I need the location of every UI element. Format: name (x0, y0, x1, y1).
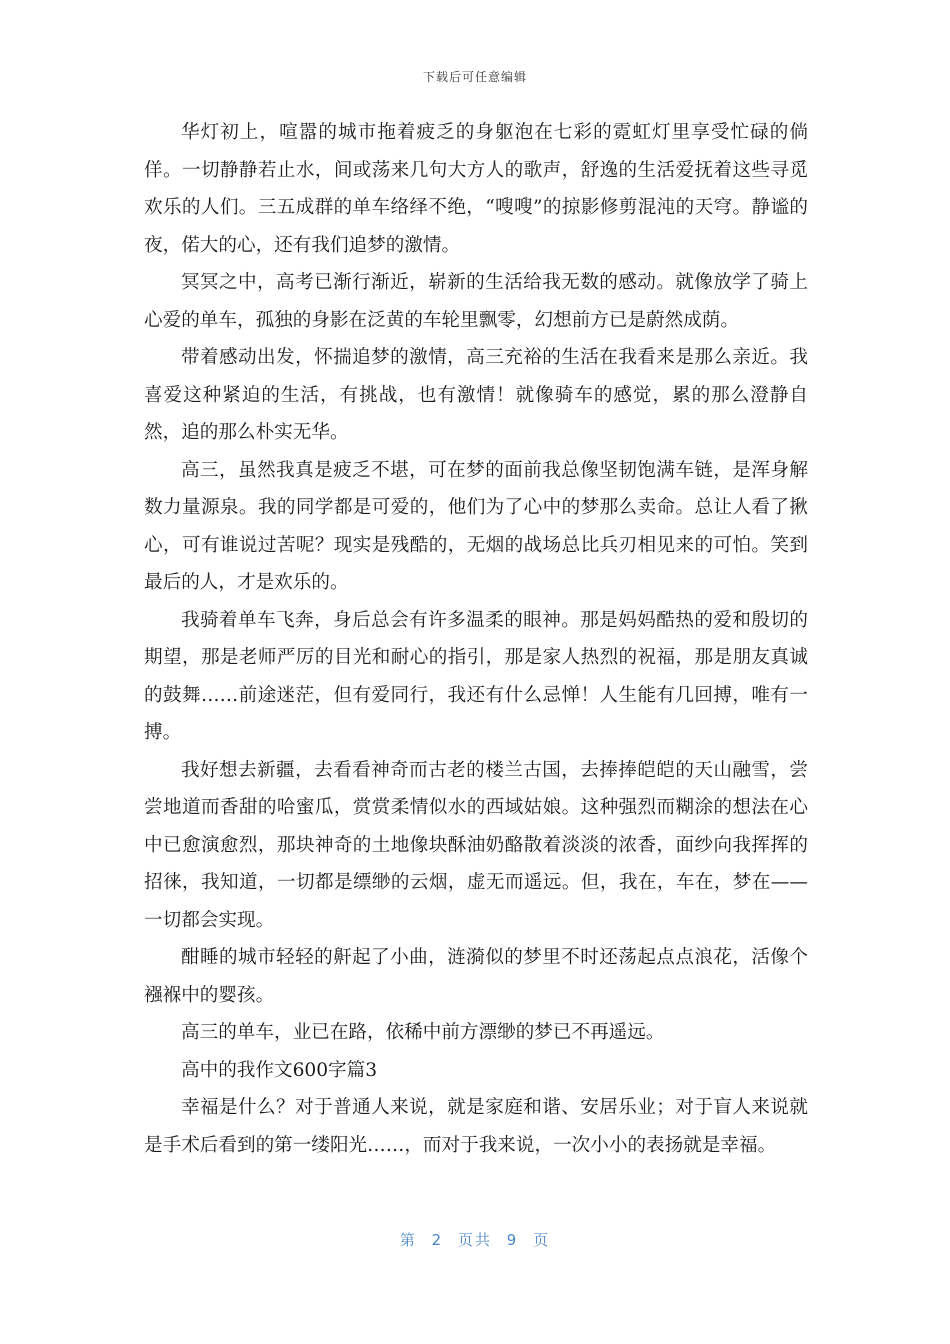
paragraph: 酣睡的城市轻轻的鼾起了小曲，涟漪似的梦里不时还荡起点点浪花，活像个襁褓中的婴孩。 (144, 947, 808, 1006)
total-pages-number: 9 (506, 1231, 519, 1249)
paragraph: 幸福是什么？对于普通人来说，就是家庭和谐、安居乐业；对于盲人来说就是手术后看到的第一缕阳光……，而对于我来说，一次小小的表扬就是幸福。 (144, 1097, 808, 1156)
paragraph: 带着感动出发，怀揣追梦的激情，高三充裕的生活在我看来是那么亲近。我喜爱这种紧迫的生活，有挑战，也有激情！就像骑车的感觉，累的那么澄静自然，追的那么朴实无华。 (144, 347, 808, 443)
page-number-footer (0, 1229, 950, 1250)
paragraph: 我骑着单车飞奔，身后总会有许多温柔的眼神。那是妈妈酷热的爱和殷切的期望，那是老师严厉的目光和耐心的指引，那是家人热烈的祝福，那是朋友真诚的鼓舞……前途迷茫，但有爱同行，我还有什么忌惮！人生能有几回搏，唯有一搏。 (144, 609, 808, 743)
document-body (144, 114, 808, 1164)
paragraph: 冥冥之中，高考已渐行渐近，崭新的生活给我无数的感动。就像放学了骑上心爱的单车，孤独的身影在泛黄的车轮里飘零，幻想前方已是蔚然成荫。 (144, 272, 808, 331)
page-header-note: 下载后可任意编辑 (422, 70, 527, 84)
footer-label-end: 页 (533, 1231, 551, 1249)
footer-label-of: 页共 (457, 1231, 492, 1249)
paragraph: 高三的单车，业已在路，依稀中前方漂缈的梦已不再遥远。 (181, 1022, 665, 1043)
section-heading: 高中的我作文600字篇3 (181, 1059, 378, 1081)
paragraph: 高三，虽然我真是疲乏不堪，可在梦的面前我总像坚韧饱满车链，是浑身解数力量源泉。我的同学都是可爱的，他们为了心中的梦那么卖命。总让人看了揪心，可有谁说过苦呢？现实是残酷的，无烟的战场总比兵刃相见来的可怕。笑到最后的人，才是欢乐的。 (144, 459, 808, 593)
paragraph: 我好想去新疆，去看看神奇而古老的楼兰古国，去捧捧皑皑的天山融雪，尝尝地道而香甜的哈蜜瓜，赏赏柔情似水的西域姑娘。这种强烈而糊涂的想法在心中已愈演愈烈，那块神奇的土地像块酥油奶酪散着淡淡的浓香，面纱向我挥挥的招徕，我知道，一切都是缥缈的云烟，虚无而遥远。但，我在，车在，梦在——一切都会实现。 (144, 759, 808, 931)
paragraph: 华灯初上，喧嚣的城市拖着疲乏的身躯泡在七彩的霓虹灯里享受忙碌的倘佯。一切静静若止水，间或荡来几句大方人的歌声，舒逸的生活爱抚着这些寻觅欢乐的人们。三五成群的单车络绎不绝，“嗖嗖”的掠影修剪混沌的天穹。静谧的夜，偌大的心，还有我们追梦的激情。 (144, 122, 808, 256)
current-page-number: 2 (431, 1231, 444, 1249)
footer-label-page: 第 (399, 1231, 417, 1249)
